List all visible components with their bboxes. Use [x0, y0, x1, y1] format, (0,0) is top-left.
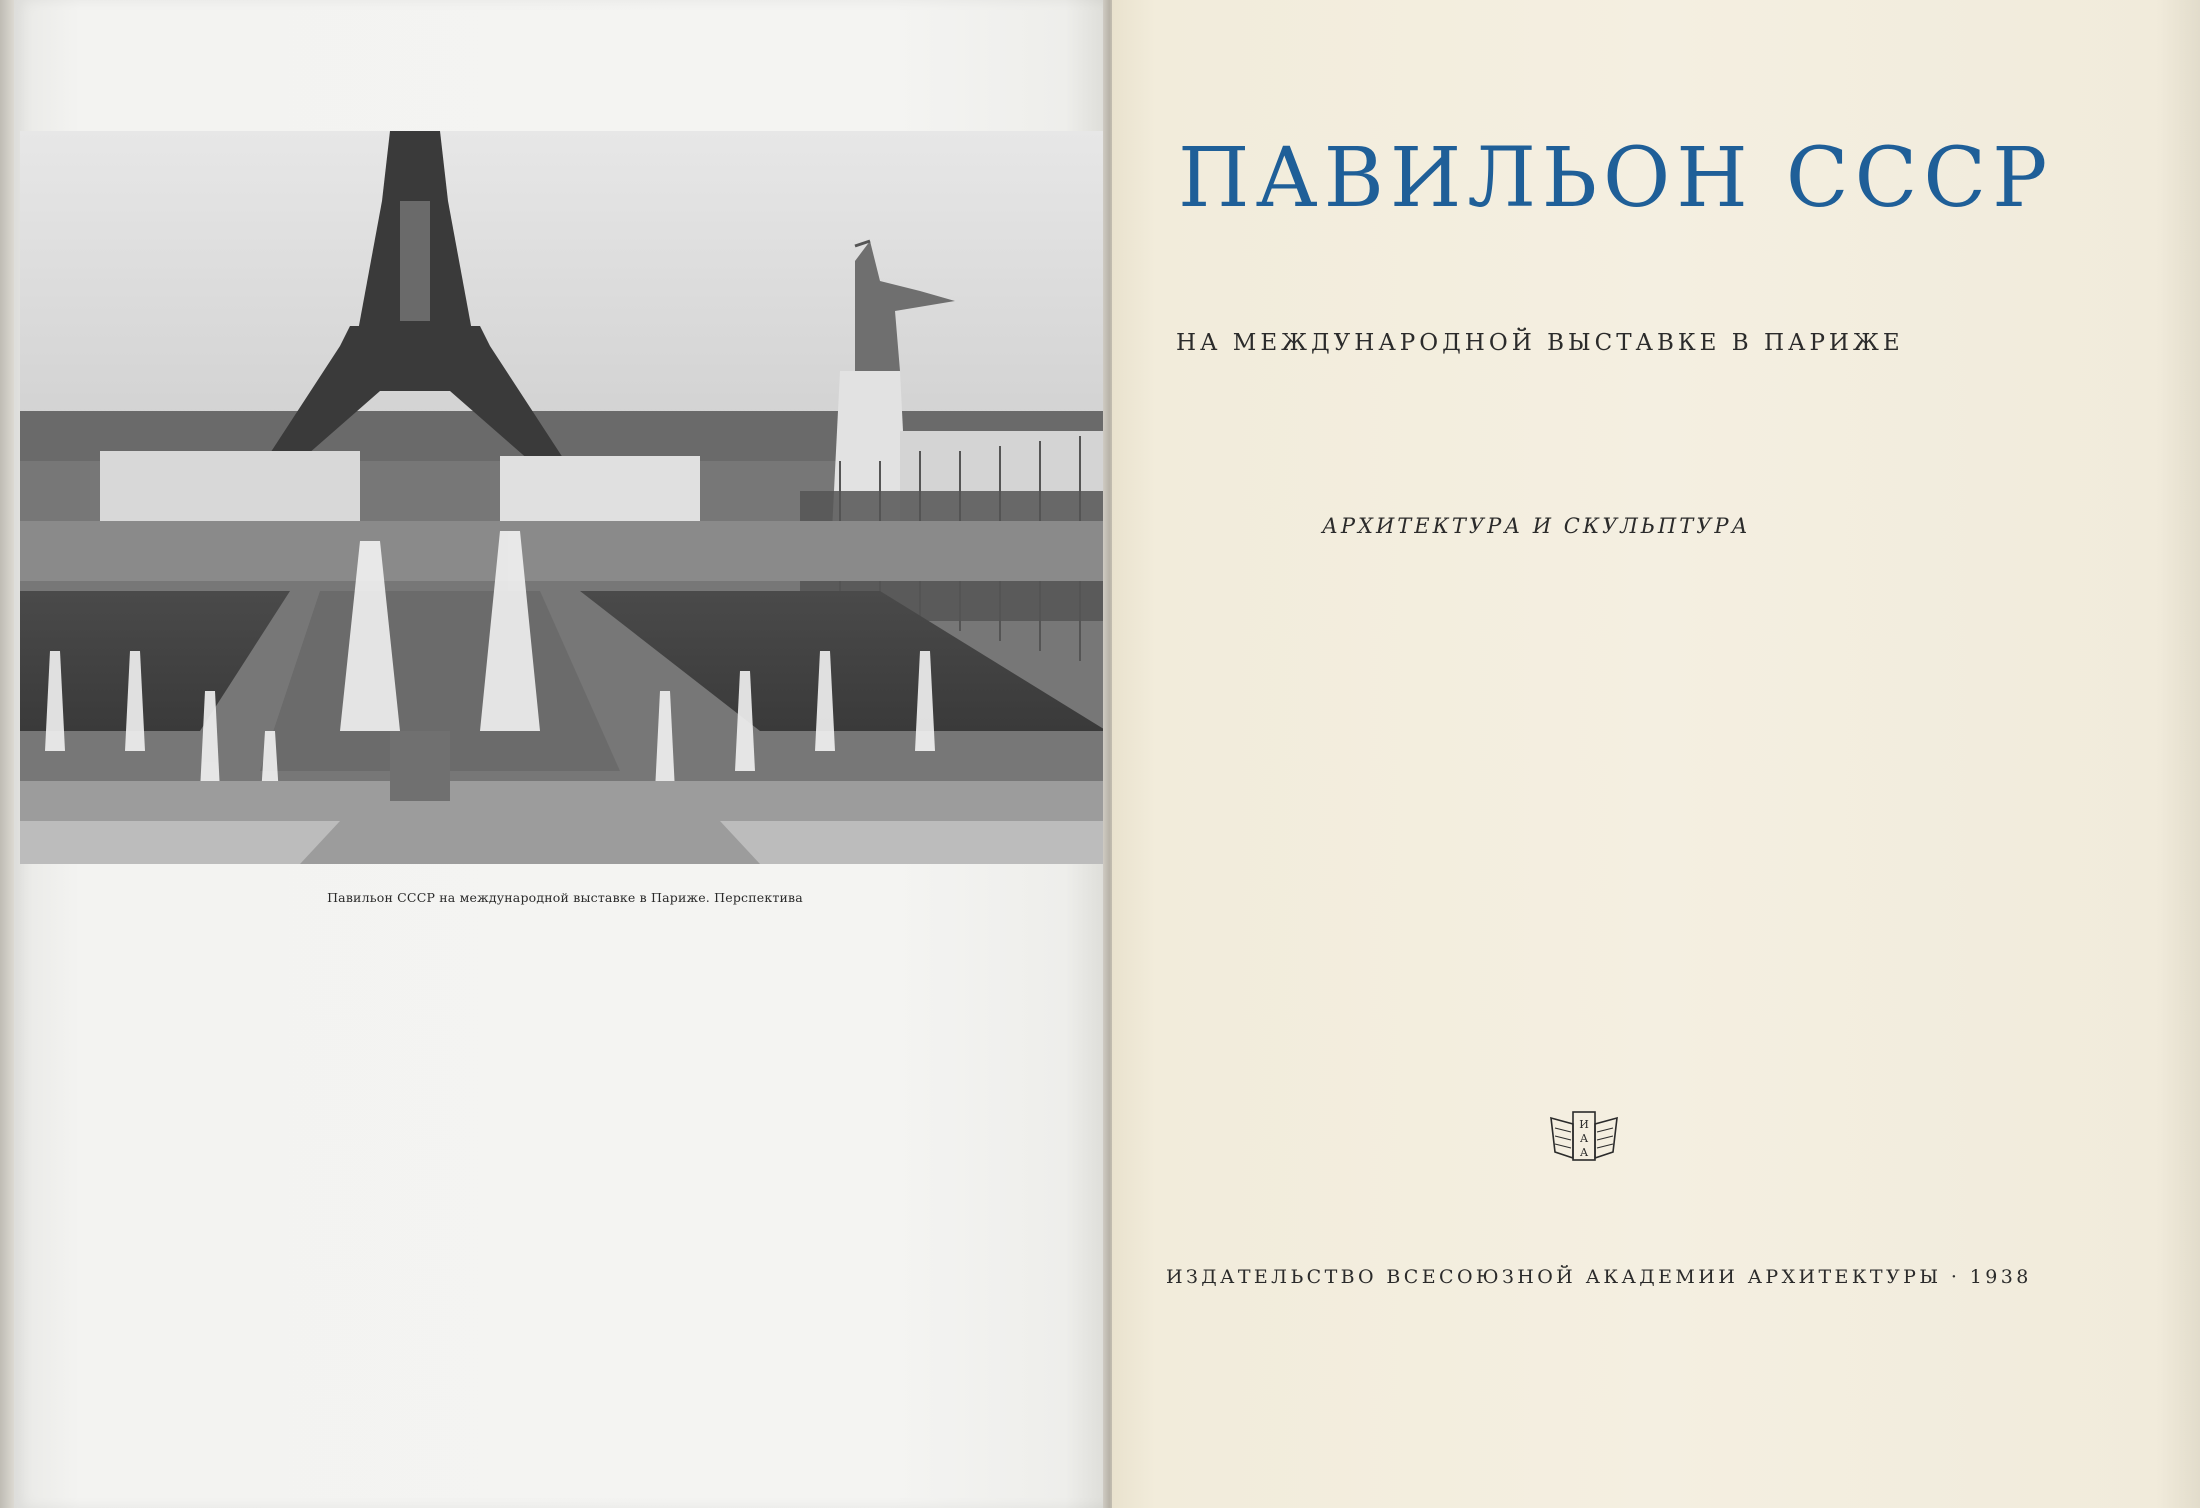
- publisher-emblem-icon: [1549, 1108, 1619, 1164]
- title-page: [1112, 0, 2200, 1508]
- svg-text:И: И: [1579, 1118, 1589, 1131]
- sky: [20, 131, 1107, 431]
- publisher-line: ИЗДАТЕЛЬСТВО ВСЕСОЮЗНОЙ АКАДЕМИИ АРХИТЕКТУРЫ · 1938: [1166, 1266, 2032, 1288]
- svg-text:А: А: [1579, 1132, 1589, 1145]
- pavilion-left: [100, 451, 360, 521]
- page-edge: [0, 0, 14, 1508]
- section-heading: АРХИТЕКТУРА И СКУЛЬПТУРА: [1322, 514, 1751, 538]
- page-subtitle: НА МЕЖДУНАРОДНОЙ ВЫСТАВКЕ В ПАРИЖЕ: [1176, 330, 1904, 356]
- svg-text:А: А: [1579, 1146, 1589, 1159]
- photo-caption: Павильон СССР на международной выставке в Париже. Перспектива: [327, 890, 803, 905]
- crowd-plaza: [20, 521, 1107, 581]
- page-title: ПАВИЛЬОН СССР: [1178, 131, 2054, 226]
- exhibition-photo: [20, 131, 1107, 864]
- photo-illustration: [20, 131, 1107, 864]
- sculpture-group: [390, 731, 450, 801]
